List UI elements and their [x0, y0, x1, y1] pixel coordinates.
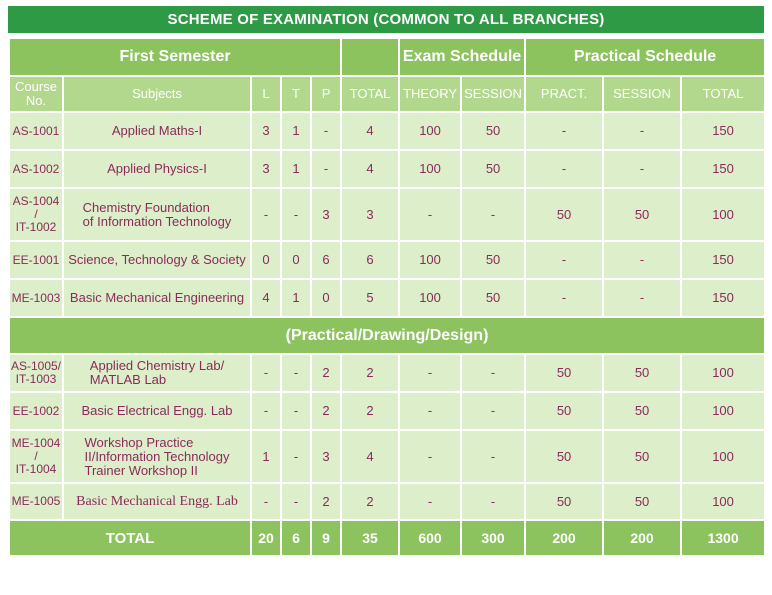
- total-grand-total: 1300: [682, 521, 764, 555]
- total-hours: 35: [342, 521, 398, 555]
- theory-marks: 100: [400, 242, 460, 278]
- course-no: ME-1003: [10, 280, 62, 316]
- header-band: [10, 39, 764, 75]
- tutorial-hours: -: [282, 393, 310, 429]
- practical-hours: 2: [312, 393, 340, 429]
- hours-total: 2: [342, 355, 398, 391]
- hours-total: 4: [342, 113, 398, 149]
- tutorial-hours: 1: [282, 113, 310, 149]
- practical-session-marks: 50: [604, 393, 680, 429]
- practical-section-label: (Practical/Drawing/Design): [10, 318, 764, 353]
- total-practical-hours: 9: [312, 521, 340, 555]
- tutorial-hours: -: [282, 189, 310, 240]
- session-marks: -: [462, 484, 524, 519]
- theory-marks: -: [400, 393, 460, 429]
- course-no: AS-1004 / IT-1002: [10, 189, 62, 240]
- course-no: AS-1005/ IT-1003: [10, 355, 62, 391]
- practical-hours: 2: [312, 484, 340, 519]
- session-marks: -: [462, 189, 524, 240]
- practical-hours: -: [312, 113, 340, 149]
- subject-name: Basic Mechanical Engineering: [64, 280, 250, 316]
- practical-session-marks: -: [604, 113, 680, 149]
- table-row: [10, 242, 764, 278]
- lecture-hours: 1: [252, 431, 280, 482]
- column-header-row: [10, 77, 764, 111]
- practical-session-marks: -: [604, 280, 680, 316]
- table-row: [10, 113, 764, 149]
- lecture-hours: 0: [252, 242, 280, 278]
- practical-schedule-label: Practical Schedule: [526, 39, 764, 75]
- lecture-hours: 4: [252, 280, 280, 316]
- tutorial-hours: -: [282, 484, 310, 519]
- grand-total: 150: [682, 151, 764, 187]
- pract-marks: -: [526, 151, 602, 187]
- hours-total: 4: [342, 151, 398, 187]
- col-subjects: Subjects: [64, 77, 250, 111]
- subject-name: Workshop Practice II/Information Technology Trainer Workshop II: [84, 434, 230, 478]
- col-course-no: Course No.: [10, 77, 62, 111]
- pract-marks: 50: [526, 189, 602, 240]
- practical-session-marks: -: [604, 151, 680, 187]
- practical-hours: 3: [312, 189, 340, 240]
- lecture-hours: -: [252, 189, 280, 240]
- theory-marks: -: [400, 189, 460, 240]
- tutorial-hours: 1: [282, 280, 310, 316]
- total-practical-session-marks: 200: [604, 521, 680, 555]
- semester-label: First Semester: [10, 39, 340, 75]
- hours-total: 5: [342, 280, 398, 316]
- theory-marks: -: [400, 431, 460, 482]
- session-marks: -: [462, 431, 524, 482]
- practical-hours: -: [312, 151, 340, 187]
- theory-marks: -: [400, 355, 460, 391]
- exam-schedule-label: Exam Schedule: [400, 39, 524, 75]
- grand-total: 150: [682, 280, 764, 316]
- practical-session-marks: 50: [604, 484, 680, 519]
- practical-hours: 6: [312, 242, 340, 278]
- grand-total: 150: [682, 113, 764, 149]
- lecture-hours: -: [252, 484, 280, 519]
- session-marks: 50: [462, 151, 524, 187]
- exam-scheme-table: [8, 37, 766, 557]
- col-session: SESSION: [462, 77, 524, 111]
- course-no: AS-1002: [10, 151, 62, 187]
- pract-marks: -: [526, 242, 602, 278]
- totals-label: TOTAL: [10, 521, 250, 555]
- grand-total: 150: [682, 242, 764, 278]
- theory-marks: 100: [400, 151, 460, 187]
- hours-total: 4: [342, 431, 398, 482]
- lecture-hours: -: [252, 393, 280, 429]
- table-row: [10, 189, 764, 240]
- grand-total: 100: [682, 431, 764, 482]
- total-session-marks: 300: [462, 521, 524, 555]
- total-tutorial-hours: 6: [282, 521, 310, 555]
- grand-total: 100: [682, 393, 764, 429]
- grand-total: 100: [682, 189, 764, 240]
- session-marks: -: [462, 393, 524, 429]
- practical-session-marks: -: [604, 242, 680, 278]
- grand-total: 100: [682, 484, 764, 519]
- hours-total: 2: [342, 484, 398, 519]
- course-no: EE-1001: [10, 242, 62, 278]
- pract-marks: -: [526, 280, 602, 316]
- subject-name: Applied Chemistry Lab/ MATLAB Lab: [89, 358, 225, 387]
- tutorial-hours: -: [282, 431, 310, 482]
- tutorial-hours: 0: [282, 242, 310, 278]
- theory-marks: 100: [400, 280, 460, 316]
- pract-marks: 50: [526, 431, 602, 482]
- subject-name: Applied Physics-I: [64, 151, 250, 187]
- total-theory-marks: 600: [400, 521, 460, 555]
- practical-hours: 2: [312, 355, 340, 391]
- table-row: [10, 484, 764, 519]
- col-theory: THEORY: [400, 77, 460, 111]
- col-total: TOTAL: [342, 77, 398, 111]
- totals-row: [10, 521, 764, 555]
- course-no: ME-1004 / IT-1004: [10, 431, 62, 482]
- col-p: P: [312, 77, 340, 111]
- lecture-hours: 3: [252, 113, 280, 149]
- practical-hours: 0: [312, 280, 340, 316]
- hours-total: 3: [342, 189, 398, 240]
- course-no: AS-1001: [10, 113, 62, 149]
- table-row: [10, 151, 764, 187]
- table-row: [10, 393, 764, 429]
- total-lecture-hours: 20: [252, 521, 280, 555]
- table-row: [10, 280, 764, 316]
- table-row: [10, 431, 764, 482]
- page-title: SCHEME OF EXAMINATION (COMMON TO ALL BRANCHES): [8, 6, 764, 33]
- col-grand-total: TOTAL: [682, 77, 764, 111]
- lecture-hours: -: [252, 355, 280, 391]
- theory-marks: -: [400, 484, 460, 519]
- practical-session-marks: 50: [604, 355, 680, 391]
- session-marks: 50: [462, 242, 524, 278]
- course-no: ME-1005: [10, 484, 62, 519]
- col-pract: PRACT.: [526, 77, 602, 111]
- grand-total: 100: [682, 355, 764, 391]
- subject-name: Science, Technology & Society: [64, 242, 250, 278]
- subject-name: Applied Maths-I: [64, 113, 250, 149]
- pract-marks: 50: [526, 393, 602, 429]
- session-marks: 50: [462, 113, 524, 149]
- subject-name: Basic Mechanical Engg. Lab: [64, 484, 250, 519]
- pract-marks: 50: [526, 484, 602, 519]
- lecture-hours: 3: [252, 151, 280, 187]
- course-no: EE-1002: [10, 393, 62, 429]
- tutorial-hours: 1: [282, 151, 310, 187]
- col-l: L: [252, 77, 280, 111]
- session-marks: 50: [462, 280, 524, 316]
- col-t: T: [282, 77, 310, 111]
- practical-session-marks: 50: [604, 431, 680, 482]
- pract-marks: -: [526, 113, 602, 149]
- col-practical-session: SESSION: [604, 77, 680, 111]
- section-header-practical: [10, 318, 764, 353]
- subject-name: Chemistry Foundation of Information Technology: [82, 199, 232, 229]
- hours-total: 2: [342, 393, 398, 429]
- subject-name: Basic Electrical Engg. Lab: [64, 393, 250, 429]
- theory-marks: 100: [400, 113, 460, 149]
- table-row: [10, 355, 764, 391]
- total-pract-marks: 200: [526, 521, 602, 555]
- practical-hours: 3: [312, 431, 340, 482]
- practical-session-marks: 50: [604, 189, 680, 240]
- pract-marks: 50: [526, 355, 602, 391]
- hours-total: 6: [342, 242, 398, 278]
- tutorial-hours: -: [282, 355, 310, 391]
- session-marks: -: [462, 355, 524, 391]
